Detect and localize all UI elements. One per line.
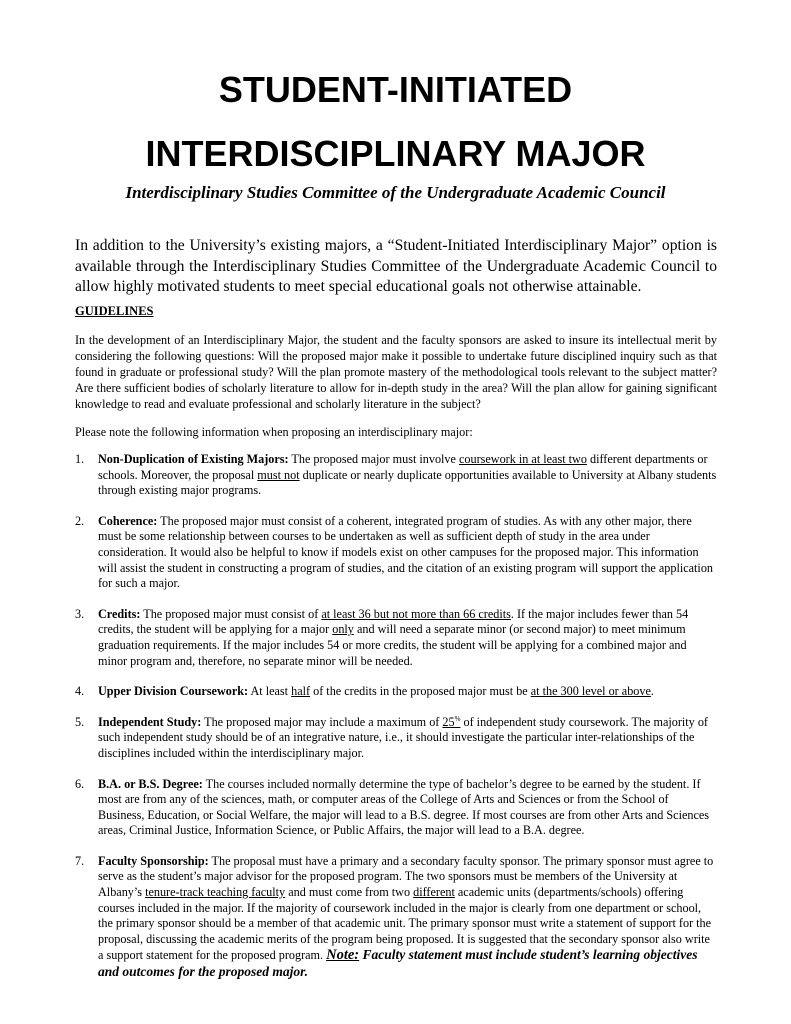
item-number: 2. [75,513,85,528]
guidelines-heading: GUIDELINES [75,304,154,318]
underlined-text: must not [257,467,300,482]
item-label: Independent Study: [98,714,202,729]
item-label: B.A. or B.S. Degree: [98,776,203,791]
subtitle: Interdisciplinary Studies Committee of the Undergraduate Academic Council [125,183,666,202]
item-label: Credits: [98,606,141,621]
item-text-part: At least [248,684,292,699]
item-label: Faculty Sponsorship: [98,853,209,868]
item-text [98,452,717,499]
percent-sign: % [454,714,461,723]
item-text [98,514,717,592]
item-number: 5. [75,714,85,729]
item-text [98,777,717,839]
item-text-part: The proposed major must involve [288,452,459,466]
item-text-part: of the credits in the proposed major must be [310,684,531,699]
item-number: 3. [75,606,85,621]
note-intro: Please note the following information when proposing an interdisciplinary major: [75,425,473,439]
percent-value: 25 [442,714,455,729]
list-item [75,684,717,700]
underlined-text: half [291,684,311,699]
item-text-part: The proposed major must consist of [140,606,322,621]
list-item [75,514,717,592]
list-item [75,715,717,762]
guideline-list [75,452,717,996]
underlined-text: coursework in at least two [458,452,587,466]
item-number: 1. [75,452,85,466]
list-item [75,607,717,669]
item-text-part: . [650,684,654,699]
note-text: Faculty statement must include student’s learning objectives and outcomes for the proposed major. [98,947,698,980]
item-text-part: duplicate or nearly duplicate opportunities available to University at Albany students through existing major programs. [98,467,717,498]
item-number: 7. [75,853,85,868]
item-text-part: The courses included normally determine the type of bachelor’s degree to be earned by the student. If most are from any of the sciences, math, or computer areas of the College of Arts and Sciences or from the School of Business, Education, or Social Welfare, the major will lead to a B.S. degree. If most courses are from other Arts and Sciences areas, Criminal Justice, Information Science, or Public Affairs, the major will lead to a B.A. degree. [98,776,710,838]
item-text-part: The proposed major must consist of a coherent, integrated program of studies. As with any other major, there must be some relationship between courses to be undertaken as well as sufficient depth of study in the area under consideration. It would also be helpful to know if models exist on other campuses for the proposed major. This information will assist the student in constructing a program of studies, and the citation of an existing program will support the application for such a major. [98,513,714,591]
item-number: 4. [75,684,85,699]
item-text-part: of independent study coursework. The majority of such independent study should be of an integrative nature, i.e., it should investigate the particular inter-relationships of the disciplines included within the interdisciplinary major. [98,714,708,760]
list-item [75,777,717,839]
underlined-text: at least 36 but not more than 66 credits [321,606,511,621]
title-line-2: INTERDISCIPLINARY MAJOR [145,133,646,174]
list-item [75,854,717,981]
list-item [75,452,717,499]
item-label: Non-Duplication of Existing Majors: [98,452,289,466]
underlined-text: tenure-track teaching faculty [145,885,286,900]
item-text-part: . If the major includes fewer than 54 credits, the student will be applying for a major [98,606,689,637]
item-text-part: The proposed major may include a maximum of [201,714,443,729]
underlined-text: different [413,885,455,900]
item-text [98,607,717,669]
item-text-part: and will need a separate minor (or second major) to meet minimum graduation requirements. If the major includes 54 or more credits, the student will be applying for a combined major and minor program and, therefore, no separate minor will be needed. [98,622,687,668]
underlined-text [442,715,460,729]
item-number: 6. [75,776,85,791]
intro-paragraph: In addition to the University’s existing majors, a “Student-Initiated Interdisciplinary Major” option is available through the Interdisciplinary Studies Committee of the Undergraduate Academic Council to allow highly motivated students to meet special educational goals not otherwise attainable. [75,237,717,295]
item-text [98,854,717,981]
title-line-1: STUDENT-INITIATED [218,69,573,110]
item-text-part: The proposal must have a primary and a secondary faculty sponsor. The primary sponsor must agree to serve as the student’s major advisor for the proposed program. The two sponsors must be members of the University at Albany’s [98,853,714,900]
item-text-part: academic units (departments/schools) offering courses included in the major. If the majority of coursework included in the major is clearly from one department or school, the primary sponsor should be a member of that academic unit. The primary sponsor must write a statement of support for the proposal, discussing the academic merits of the program being proposed. It is suggested that the secondary sponsor also write a support statement for the proposed program. [98,885,712,963]
note-label: Note: [326,947,360,964]
item-text [98,684,717,700]
item-text-part: and must come from two [285,885,414,900]
item-text-part: different departments or schools. Moreover, the proposal [98,452,708,482]
item-label: Coherence: [98,513,158,528]
item-label: Upper Division Coursework: [98,684,249,699]
guidelines-paragraph: In the development of an Interdisciplinary Major, the student and the faculty sponsors are asked to insure its intellectual merit by considering the following questions: Will the proposed major make it possible to undertake future disciplined inquiry such as that found in graduate or professional study? Will the plan promote mastery of the methodological tools relevant to the subject matter? Are there sufficient bodies of scholarly literature to allow for in-depth study in the area? Will the plan allow for gaining significant knowledge to read and evaluate professional and scholarly literature in the subject? [75,333,717,411]
item-text [98,715,717,762]
underlined-text: only [332,622,354,637]
underlined-text: at the 300 level or above [530,684,651,699]
